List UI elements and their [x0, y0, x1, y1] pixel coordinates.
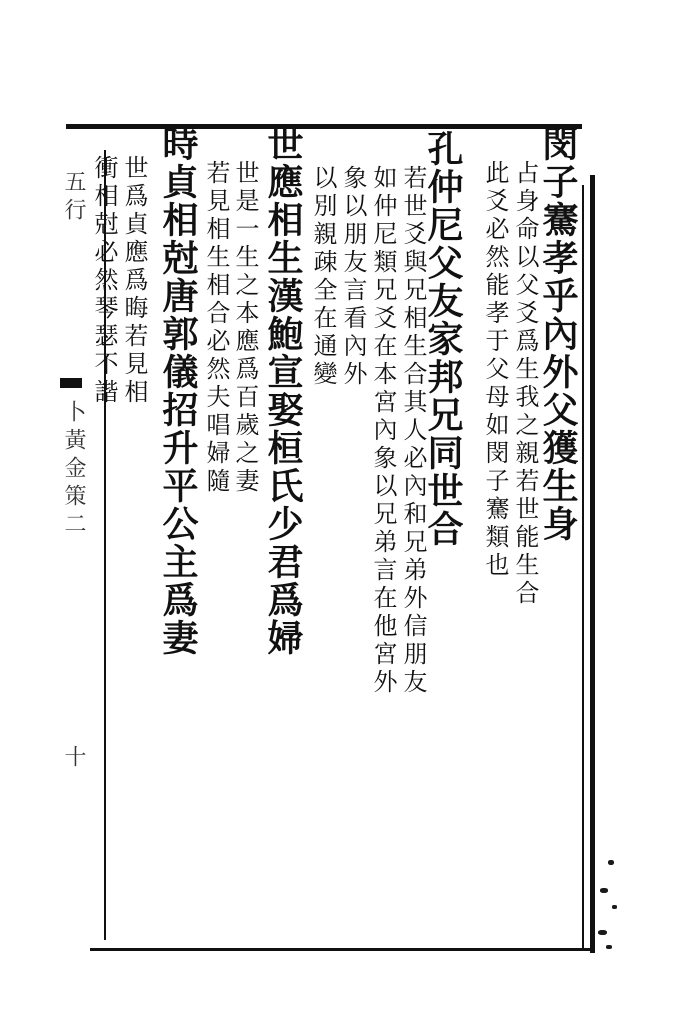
margin-title-top: 五行 — [61, 170, 86, 226]
text-column-12: 時貞相尅唐郭儀招升平公主爲妻 — [157, 125, 199, 657]
ink-speck — [608, 860, 614, 865]
text-column-11: 若見相生相合必然夫唱婦隨 — [202, 160, 230, 496]
text-column-1: 閔子騫孝乎內外父獲生身 — [537, 125, 579, 543]
text-column-7: 象以朋友言看內外 — [339, 165, 367, 389]
text-column-10: 世是一生之本應爲百歲之妻 — [231, 160, 259, 496]
ink-speck — [600, 888, 608, 893]
text-column-13: 世爲貞應爲晦若見相 — [120, 155, 148, 407]
text-column-5: 若世爻與兄相生合其人必內和兄弟外信朋友 — [399, 165, 427, 697]
folio-number: 十 — [61, 745, 86, 773]
ink-speck — [612, 905, 617, 909]
top-border — [66, 124, 582, 129]
text-column-14: 衝相尅必然琴瑟不諧 — [90, 155, 118, 407]
ink-speck — [606, 945, 612, 949]
text-column-4: 孔仲尼父友家邦兄同世合 — [422, 130, 464, 548]
ink-speck — [598, 930, 607, 935]
text-column-9: 世應相生漢鮑宣娶桓氏少君爲婦 — [262, 125, 304, 657]
bottom-border — [90, 948, 595, 951]
fish-tail-mark — [60, 378, 82, 388]
text-column-3: 此爻必然能孝于父母如閔子騫類也 — [481, 160, 509, 580]
text-column-6: 如仲尼類兄爻在本宮內象以兄弟言在他宮外 — [369, 165, 397, 697]
right-border-outer — [590, 175, 595, 953]
margin-title-bottom: 卜黃金策二 — [61, 400, 86, 540]
text-column-8: 以別親疎全在通變 — [309, 165, 337, 389]
text-column-2: 占身命以父爻爲生我之親若世能生合 — [511, 160, 539, 608]
